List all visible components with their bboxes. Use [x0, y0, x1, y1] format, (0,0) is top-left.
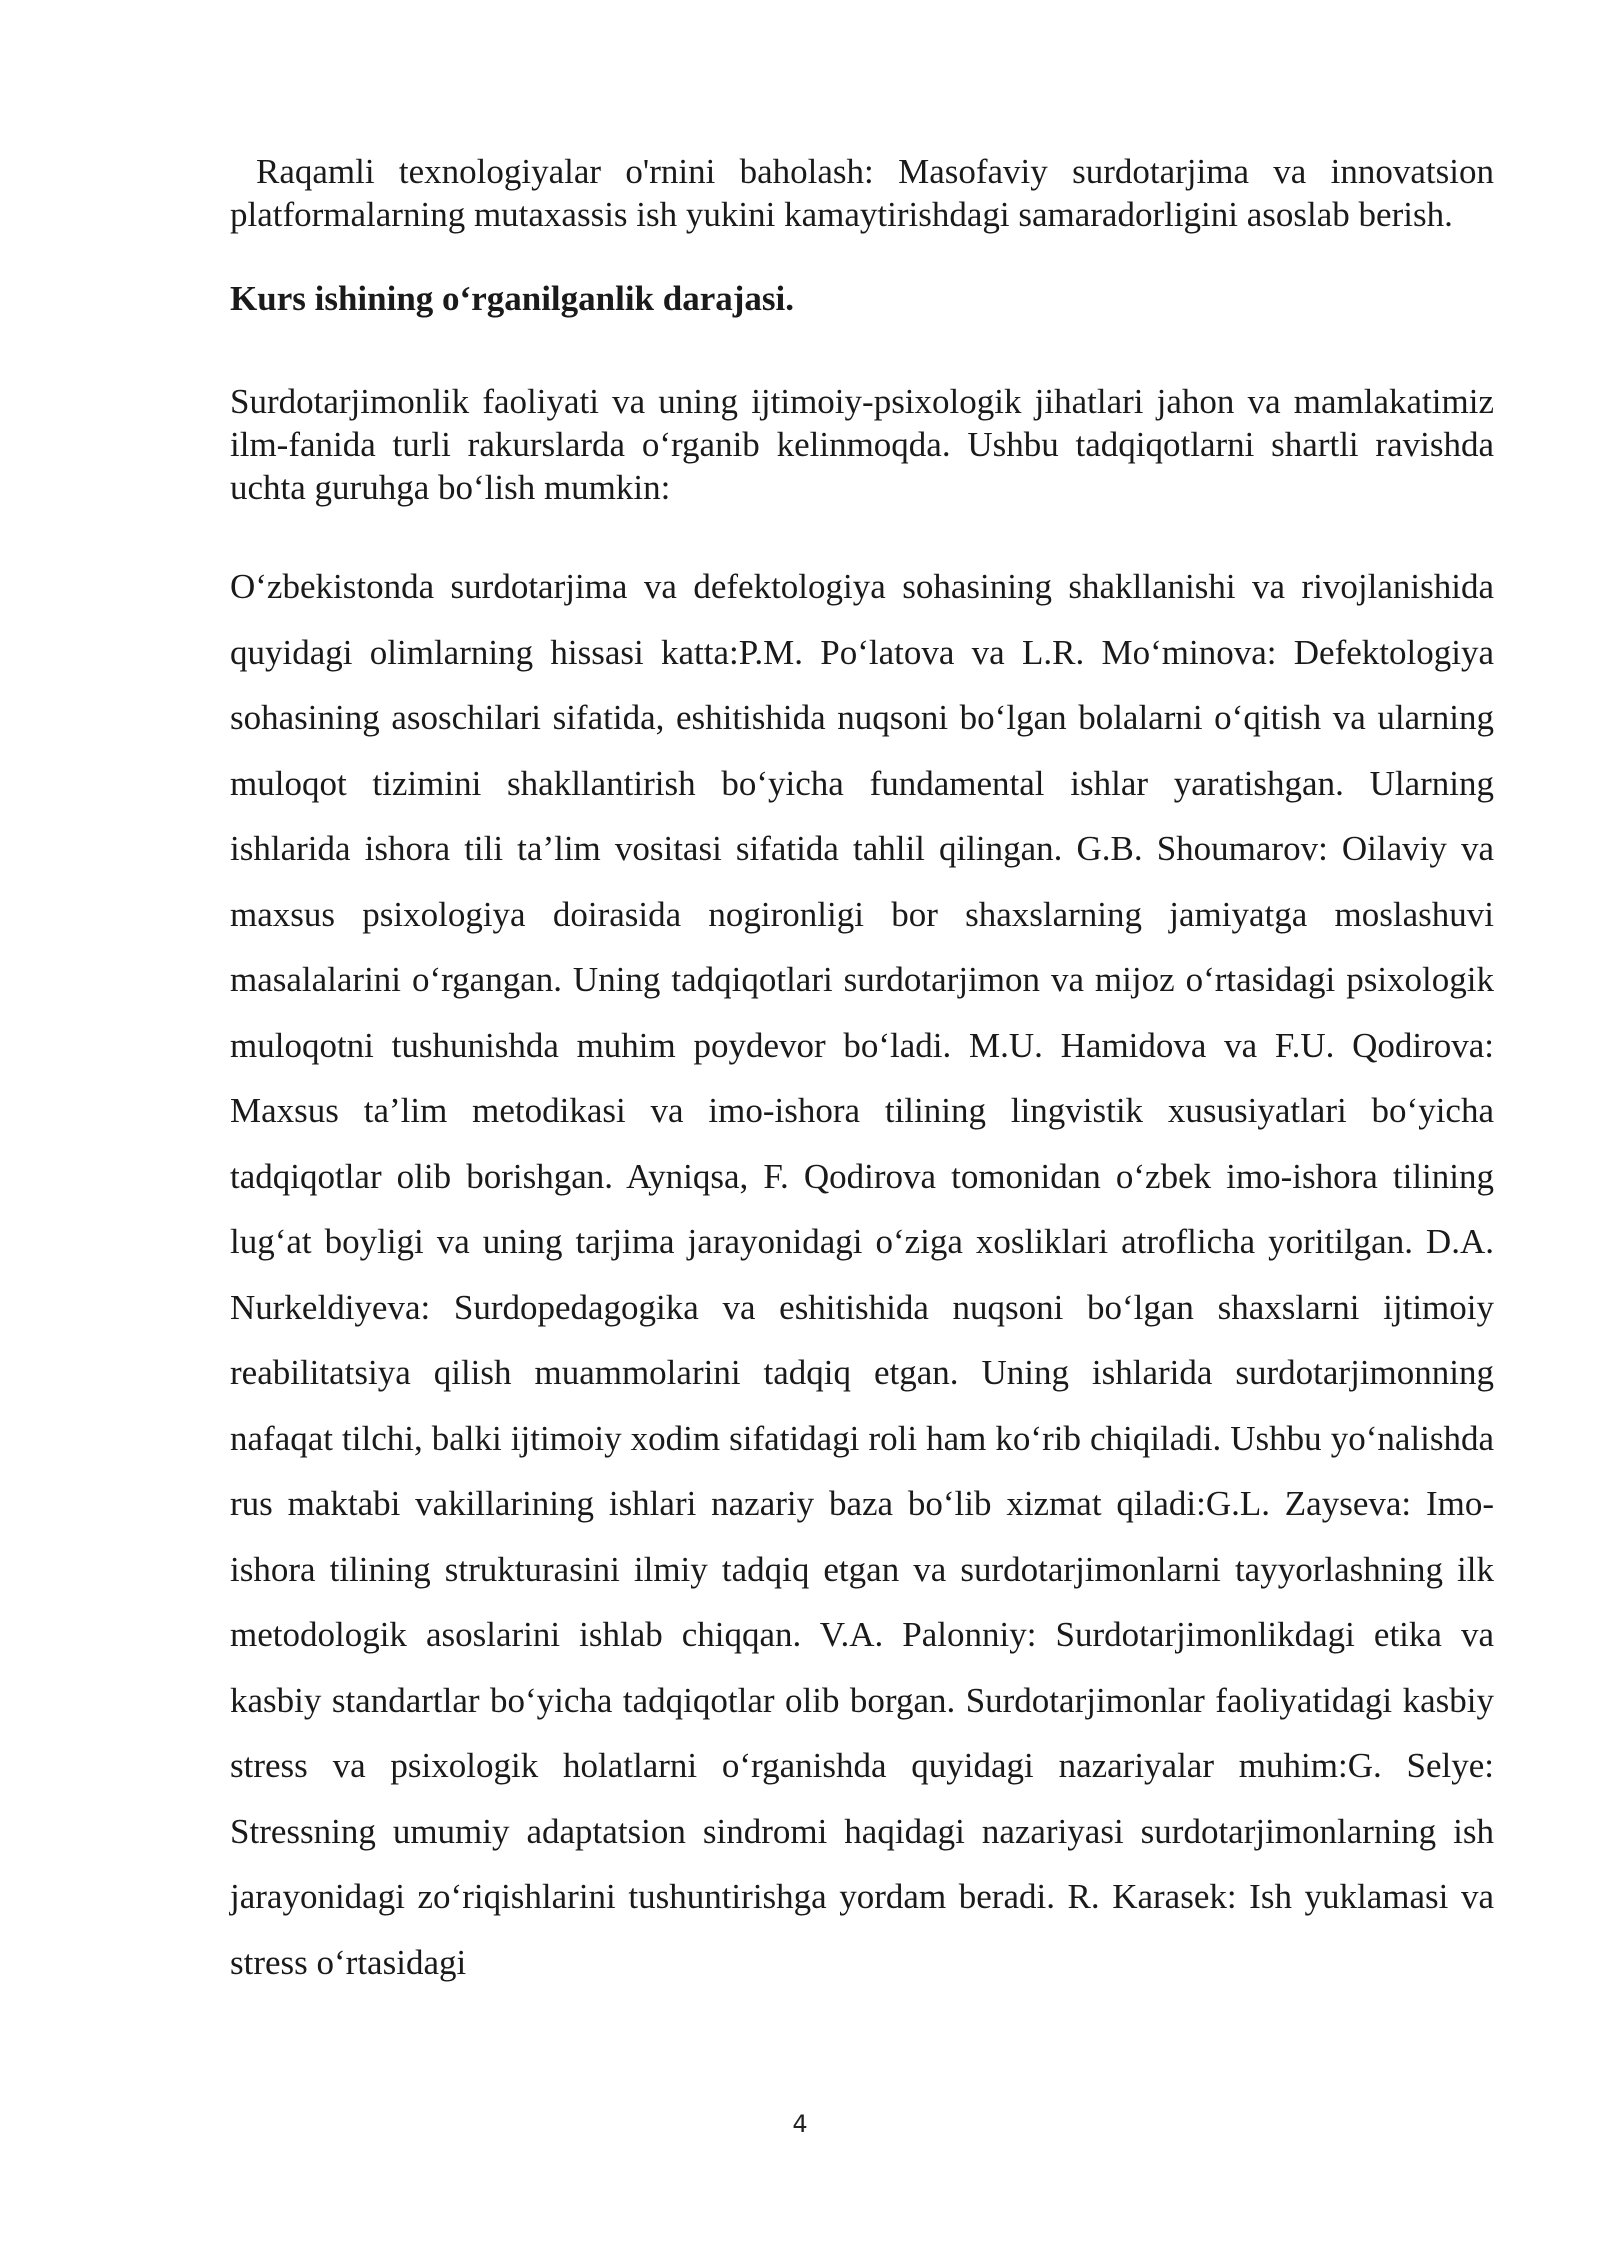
document-page: [230, 150, 1494, 1995]
overview-paragraph: Surdotarjimonlik faoliyati va uning ijtimoiy-psixologik jihatlari jahon va mamlakatimiz ilm-fanida turli rakurslarda o‘rganib kelinmoqda. Ushbu tadqiqotlarni shartli ravishda uchta guruhga bo‘lish mumkin:: [230, 382, 1494, 507]
scholars-paragraph: O‘zbekistonda surdotarjima va defektologiya sohasining shakllanishi va rivojlanishida quyidagi olimlarning hissasi katta:P.M. Po‘latova va L.R. Mo‘minova: Defektologiya sohasining asoschilari sifatida, eshitishida nuqsoni bo‘lgan bolalarni o‘qitish va ularning muloqot tizimini shakllantirish bo‘yicha fundamental ishlar yaratishgan. Ularning ishlarida ishora tili ta’lim vositasi sifatida tahlil qilingan. G.B. Shoumarov: Oilaviy va maxsus psixologiya doirasida nogironligi bor shaxslarning jamiyatga moslashuvi masalalarini o‘rgangan. Uning tadqiqotlari surdotarjimon va mijoz o‘rtasidagi psixologik muloqotni tushunishda muhim poydevor bo‘ladi. M.U. Hamidova va F.U. Qodirova: Maxsus ta’lim metodikasi va imo-ishora tilining lingvistik xususiyatlari bo‘yicha tadqiqotlar olib borishgan. Ayniqsa, F. Qodirova tomonidan o‘zbek imo-ishora tilining lug‘at boyligi va uning tarjima jarayonidagi o‘ziga xosliklari atroflicha yoritilgan. D.A. Nurkeldiyeva: Surdopedagogika va eshitishida nuqsoni bo‘lgan shaxslarni ijtimoiy reabilitatsiya qilish muammolarini tadqiq etgan. Uning ishlarida surdotarjimonning nafaqat tilchi, balki ijtimoiy xodim sifatidagi roli ham ko‘rib chiqiladi. Ushbu yo‘nalishda rus maktabi vakillarining ishlari nazariy baza bo‘lib xizmat qiladi:G.L. Zayseva: Imo-ishora tilining strukturasini ilmiy tadqiq etgan va surdotarjimonlarni tayyorlashning ilk metodologik asoslarini ishlab chiqqan. V.A. Palonniy: Surdotarjimonlikdagi etika va kasbiy standartlar bo‘yicha tadqiqotlar olib borgan. Surdotarjimonlar faoliyatidagi kasbiy stress va psixologik holatlarni o‘rganishda quyidagi nazariyalar muhim:G. Selye: Stressning umumiy adaptatsion sindromi haqidagi nazariyasi surdotarjimonlarning ish jarayonidagi zo‘riqishlarini tushuntirishga yordam beradi. R. Karasek: Ish yuklamasi va stress o‘rtasidagi: [230, 567, 1494, 1982]
page-number: 4: [792, 2110, 808, 2138]
section-heading: Kurs ishining o‘rganilganlik darajasi.: [230, 279, 795, 318]
intro-paragraph: Raqamli texnologiyalar o'rnini baholash: Masofaviy surdotarjima va innovatsion platformalarning mutaxassis ish yukini kamaytirishdagi samaradorligini asoslab berish.: [230, 152, 1494, 234]
